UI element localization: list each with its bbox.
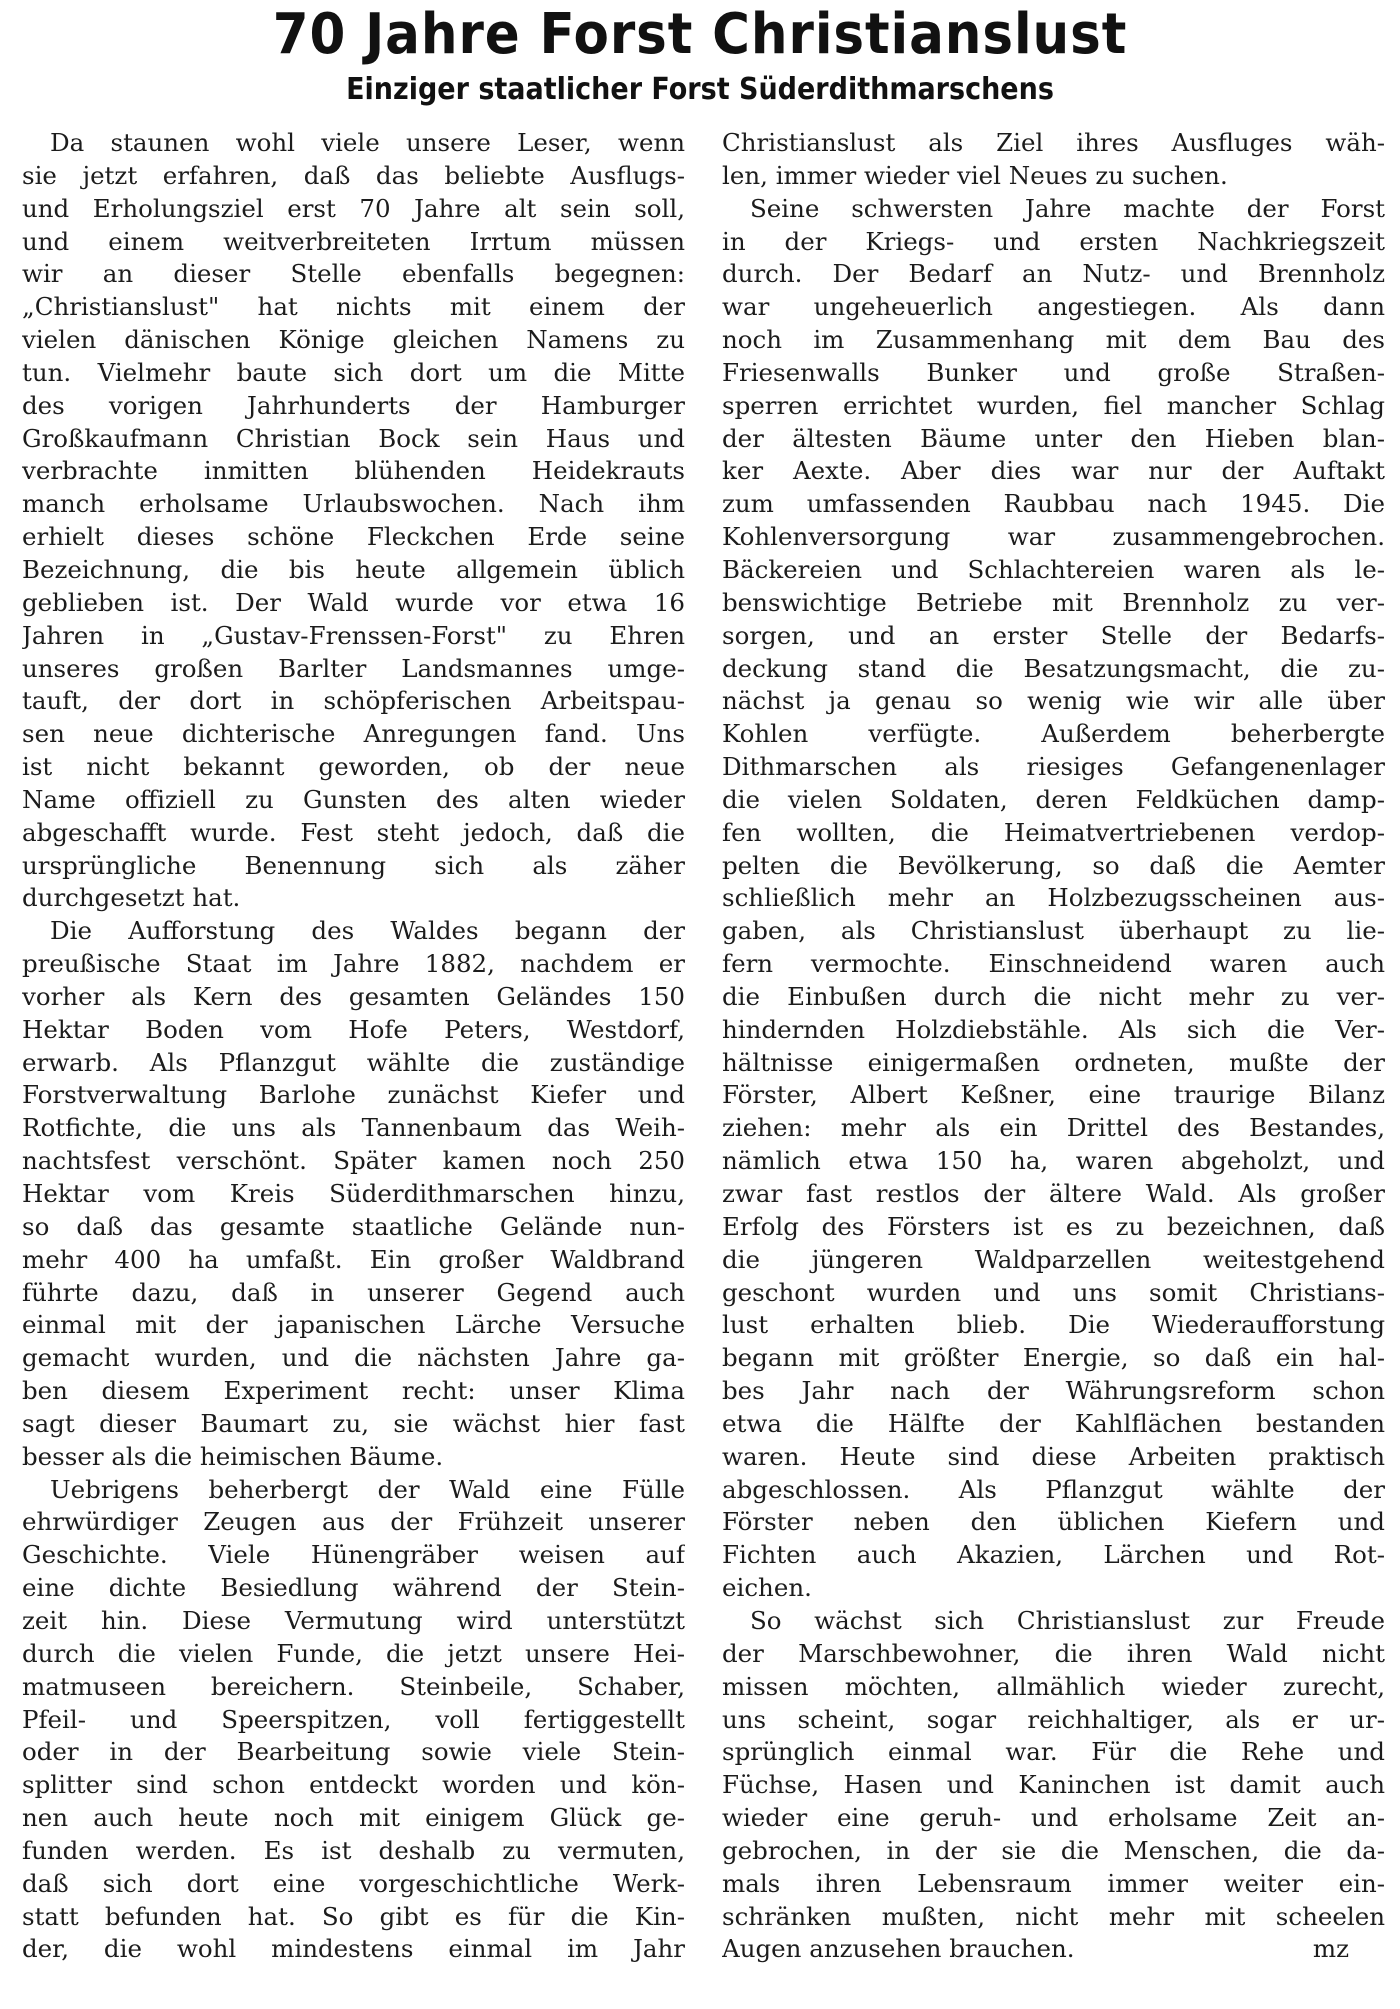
text-line: [22, 1933, 685, 1966]
text-line: [722, 1868, 1385, 1901]
text-line-content: Großkaufmann Christian Bock sein Haus und: [22, 423, 685, 453]
text-line-content: fen wollten, die Heimatvertriebenen verdop-: [722, 817, 1385, 847]
text-line: [722, 423, 1385, 456]
headline: 70 Jahre Forst Christianslust: [272, 2, 1128, 67]
text-line: [22, 554, 685, 587]
text-line: [722, 915, 1385, 948]
text-line-content: Erfolg des Försters ist es zu bezeichnen, daß: [722, 1211, 1385, 1241]
text-line-content: Hektar Boden vom Hofe Peters, Westdorf,: [22, 1014, 685, 1044]
text-line: [22, 1079, 685, 1112]
text-line-content: wieder eine geruh- und erholsame Zeit an-: [722, 1803, 1385, 1833]
text-line-content: Seine schwersten Jahre machte der Forst: [750, 193, 1385, 223]
text-line: [722, 488, 1385, 521]
text-line-content: des vorigen Jahrhunderts der Hamburger: [22, 390, 685, 420]
text-line-content: Förster, Albert Keßner, eine traurige Bilanz: [722, 1080, 1385, 1110]
text-line: [722, 1244, 1385, 1277]
text-line-content: verbrachte inmitten blühenden Heidekrauts: [22, 456, 685, 486]
text-line-content: begann mit größter Energie, so daß ein hal-: [722, 1343, 1385, 1373]
text-line-content: mals ihren Lebensraum immer weiter ein-: [722, 1868, 1385, 1898]
text-line-content: sagt dieser Baumart zu, sie wächst hier fast: [22, 1408, 685, 1438]
text-line: [722, 258, 1385, 291]
text-line-content: noch im Zusammenhang mit dem Bau des: [722, 325, 1385, 355]
text-line-content: eine dichte Besiedlung während der Stein-: [22, 1573, 685, 1603]
text-line-content: daß sich dort eine vorgeschichtliche Werk-: [22, 1868, 685, 1898]
text-line: [722, 620, 1385, 653]
text-line-content: sperren errichtet wurden, fiel mancher Schlag: [722, 390, 1385, 420]
text-line: [722, 1572, 1385, 1605]
text-line-content: durch die vielen Funde, die jetzt unsere Hei-: [22, 1638, 685, 1668]
text-line-content: der, die wohl mindestens einmal im Jahr: [22, 1934, 685, 1964]
text-line: [22, 981, 685, 1014]
text-line: [722, 1835, 1385, 1868]
text-line: [22, 291, 685, 324]
text-line-content: manch erholsame Urlaubswochen. Nach ihm: [22, 489, 685, 519]
text-line-content: hältnisse einigermaßen ordneten, mußte der: [722, 1047, 1385, 1077]
text-line-content: die Einbußen durch die nicht mehr zu ver-: [722, 981, 1385, 1011]
text-line: [22, 653, 685, 686]
text-line-content: So wächst sich Christianslust zur Freude: [750, 1605, 1385, 1635]
text-line-content: Name offiziell zu Gunsten des alten wieder: [22, 784, 685, 814]
text-line-content: nen auch heute noch mit einigem Glück ge-: [22, 1803, 685, 1833]
text-line: [22, 1342, 685, 1375]
text-line-content: geschont wurden und uns somit Christians-: [722, 1277, 1385, 1307]
text-line-content: benswichtige Betriebe mit Brennholz zu ver-: [722, 587, 1385, 617]
text-line: [722, 1211, 1385, 1244]
text-line-content: Bezeichnung, die bis heute allgemein üblich: [22, 554, 685, 584]
text-line-content: ursprüngliche Benennung sich als zäher: [22, 850, 685, 880]
text-line-content: hindernden Holzdiebstähle. Als sich die Ver-: [722, 1014, 1385, 1044]
text-line-content: ehrwürdiger Zeugen aus der Frühzeit unserer: [22, 1507, 685, 1537]
subheadline: Einziger staatlicher Forst Süderdithmarschens: [346, 72, 1054, 107]
text-line: [22, 817, 685, 850]
text-line: [722, 127, 1385, 160]
text-line: [22, 1835, 685, 1868]
text-line: [722, 160, 1385, 193]
text-line-content: fern vermochte. Einschneidend waren auch: [722, 949, 1385, 979]
text-line: [722, 1769, 1385, 1802]
text-line-content: Kohlen verfügte. Außerdem beherbergte: [722, 719, 1385, 749]
text-line-content: sie jetzt erfahren, daß das beliebte Ausflugs-: [22, 160, 685, 190]
text-line-content: len, immer wieder viel Neues zu suchen.: [722, 160, 1228, 190]
text-line: [722, 291, 1385, 324]
text-line: [22, 1375, 685, 1408]
text-line-content: mehr 400 ha umfaßt. Ein großer Waldbrand: [22, 1244, 685, 1274]
text-line: [22, 1671, 685, 1704]
text-line-content: bes Jahr nach der Währungsreform schon: [722, 1376, 1385, 1406]
text-line-content: Hektar vom Kreis Süderdithmarschen hinzu,: [22, 1179, 685, 1208]
text-line: [722, 1605, 1385, 1638]
text-line: [722, 1014, 1385, 1047]
text-line-content: Dithmarschen als riesiges Gefangenenlager: [722, 752, 1385, 782]
text-line-content: uns scheint, sogar reichhaltiger, als er ur-: [722, 1704, 1385, 1734]
text-line: [722, 784, 1385, 817]
text-line: [22, 521, 685, 554]
text-line-content: Geschichte. Viele Hünengräber weisen auf: [22, 1540, 685, 1570]
text-line-content: Uebrigens beherbergt der Wald eine Fülle: [50, 1474, 685, 1504]
text-line-content: Füchse, Hasen und Kaninchen ist damit auch: [722, 1770, 1385, 1800]
text-line-content: Pfeil- und Speerspitzen, voll fertiggestellt: [22, 1704, 685, 1734]
text-line-content: ben diesem Experiment recht: unser Klima: [22, 1376, 685, 1406]
text-line: [722, 1474, 1385, 1507]
text-line: [722, 1704, 1385, 1737]
text-line-content: oder in der Bearbeitung sowie viele Stein-: [22, 1737, 685, 1767]
text-line: [722, 1375, 1385, 1408]
text-line-content: die vielen Soldaten, deren Feldküchen damp-: [722, 784, 1385, 814]
text-line-content: wir an dieser Stelle ebenfalls begegnen:: [22, 259, 685, 289]
text-line: [22, 620, 685, 653]
text-line: [22, 850, 685, 883]
text-line-content: etwa die Hälfte der Kahlflächen bestanden: [722, 1408, 1385, 1438]
text-line: [722, 1277, 1385, 1310]
text-line: [22, 1802, 685, 1835]
text-line-content: ziehen: mehr als ein Drittel des Bestandes,: [722, 1113, 1385, 1143]
text-line-content: „Christianslust" hat nichts mit einem der: [22, 292, 685, 322]
text-line-content: eichen.: [722, 1573, 812, 1603]
text-line: [722, 455, 1385, 488]
text-line-content: zum umfassenden Raubbau nach 1945. Die: [722, 489, 1385, 519]
text-line-content: so daß das gesamte staatliche Gelände nun-: [22, 1211, 685, 1241]
text-line-content: durchgesetzt hat.: [22, 883, 241, 913]
text-line: [722, 1408, 1385, 1441]
text-line-content: durch. Der Bedarf an Nutz- und Brennholz: [722, 259, 1385, 289]
text-line: [722, 587, 1385, 620]
text-line: [22, 1145, 685, 1178]
text-line: [22, 1572, 685, 1605]
text-line: [22, 1638, 685, 1671]
text-line-content: unseres großen Barlter Landsmannes umge-: [22, 653, 685, 683]
text-line-content: vorher als Kern des gesamten Geländes 150: [22, 981, 685, 1011]
text-line-content: abgeschafft wurde. Fest steht jedoch, daß die: [22, 817, 685, 847]
text-line-content: abgeschlossen. Als Pflanzgut wählte der: [722, 1474, 1385, 1504]
text-line: [22, 488, 685, 521]
text-line-content: sorgen, und an erster Stelle der Bedarfs-: [722, 620, 1385, 650]
text-line: [22, 193, 685, 226]
text-line: [22, 160, 685, 193]
text-line: [722, 1736, 1385, 1769]
text-line-content: splitter sind schon entdeckt worden und kön-: [22, 1770, 685, 1800]
text-line: [22, 685, 685, 718]
text-line: [22, 1047, 685, 1080]
text-line-content: Forstverwaltung Barlohe zunächst Kiefer und: [22, 1080, 685, 1110]
closing-line: [722, 1933, 1385, 1966]
text-line: [22, 1112, 685, 1145]
author-signature: mz: [1312, 1934, 1349, 1964]
text-line: [722, 1638, 1385, 1671]
text-line: [22, 1244, 685, 1277]
text-line: [722, 1178, 1385, 1211]
text-line: [22, 948, 685, 981]
text-line: [22, 1014, 685, 1047]
text-line: [22, 1474, 685, 1507]
text-line-content: nächst ja genau so wenig wie wir alle über: [722, 686, 1385, 716]
text-line: [722, 1506, 1385, 1539]
text-line: [722, 1539, 1385, 1572]
text-line: [722, 1309, 1385, 1342]
text-line-content: Rotfichte, die uns als Tannenbaum das Weih-: [22, 1113, 685, 1143]
text-line: [722, 1901, 1385, 1934]
text-line-content: Bäckereien und Schlachtereien waren als le-: [722, 554, 1385, 584]
text-line: [722, 751, 1385, 784]
text-line: [22, 455, 685, 488]
text-line: [22, 1277, 685, 1310]
text-line: [722, 1047, 1385, 1080]
text-line: [722, 981, 1385, 1014]
text-line: [22, 423, 685, 456]
left-column: [22, 127, 685, 1966]
text-line-content: preußische Staat im Jahre 1882, nachdem er: [22, 949, 685, 979]
text-line-content: gebrochen, in der sie die Menschen, die da-: [722, 1835, 1385, 1865]
text-line-content: Jahren in „Gustav-Frenssen-Forst" zu Ehren: [22, 620, 685, 650]
text-line: [22, 784, 685, 817]
text-line-content: besser als die heimischen Bäume.: [22, 1441, 444, 1471]
closing-text: Augen anzusehen brauchen.: [722, 1934, 1075, 1964]
right-column: [722, 127, 1385, 1966]
text-line: [22, 1769, 685, 1802]
text-line: [722, 1671, 1385, 1704]
text-line: [722, 521, 1385, 554]
text-line-content: schränken mußten, nicht mehr mit scheelen: [722, 1901, 1385, 1931]
text-line-content: einmal mit der japanischen Lärche Versuche: [22, 1310, 685, 1340]
text-line-content: nämlich etwa 150 ha, waren abgeholzt, und: [722, 1146, 1385, 1176]
text-line: [722, 1145, 1385, 1178]
text-line-content: ist nicht bekannt geworden, ob der neue: [22, 752, 685, 782]
text-line-content: waren. Heute sind diese Arbeiten praktisch: [722, 1441, 1385, 1471]
text-line-content: statt befunden hat. So gibt es für die Kin-: [22, 1901, 685, 1931]
text-line: [722, 1342, 1385, 1375]
text-line: [22, 718, 685, 751]
text-line: [22, 1736, 685, 1769]
text-line: [722, 1802, 1385, 1835]
text-line-content: Da staunen wohl viele unsere Leser, wenn: [50, 128, 685, 157]
text-line-content: matmuseen bereichern. Steinbeile, Schaber,: [22, 1671, 685, 1701]
text-line-content: Die Aufforstung des Waldes begann der: [50, 916, 685, 946]
text-line: [22, 915, 685, 948]
text-line-content: sen neue dichterische Anregungen fand. Uns: [22, 719, 685, 749]
text-line: [722, 357, 1385, 390]
text-line: [22, 1211, 685, 1244]
text-line: [722, 554, 1385, 587]
text-line: [22, 258, 685, 291]
text-line: [22, 1441, 685, 1474]
text-line: [22, 127, 685, 160]
text-line-content: die jüngeren Waldparzellen weitestgehend: [722, 1244, 1385, 1274]
text-line-content: Kohlenversorgung war zusammengebrochen.: [722, 522, 1385, 552]
text-line-content: ker Aexte. Aber dies war nur der Auftakt: [722, 456, 1385, 486]
text-line: [722, 390, 1385, 423]
text-line-content: zwar fast restlos der ältere Wald. Als großer: [722, 1179, 1385, 1208]
text-line: [22, 1868, 685, 1901]
text-line-content: Fichten auch Akazien, Lärchen und Rot-: [722, 1540, 1385, 1570]
text-line: [22, 1704, 685, 1737]
text-line-content: funden werden. Es ist deshalb zu vermuten,: [22, 1835, 685, 1865]
text-line: [22, 587, 685, 620]
text-line-content: gaben, als Christianslust überhaupt zu lie-: [722, 916, 1385, 946]
text-line-content: erwarb. Als Pflanzgut wählte die zuständige: [22, 1047, 685, 1077]
text-line: [22, 1408, 685, 1441]
text-line: [722, 948, 1385, 981]
text-line: [722, 226, 1385, 259]
text-line: [22, 751, 685, 784]
text-line-content: in der Kriegs- und ersten Nachkriegszeit: [722, 226, 1385, 256]
text-line-content: Christianslust als Ziel ihres Ausfluges wäh-: [722, 128, 1385, 157]
text-line-content: missen möchten, allmählich wieder zurecht,: [722, 1671, 1385, 1701]
text-line-content: schließlich mehr an Holzbezugsscheinen aus-: [722, 883, 1385, 913]
text-line-content: lust erhalten blieb. Die Wiederaufforstung: [722, 1310, 1385, 1340]
text-line-content: pelten die Bevölkerung, so daß die Aemter: [722, 850, 1385, 880]
text-line-content: geblieben ist. Der Wald wurde vor etwa 16: [22, 587, 685, 617]
text-line-content: der Marschbewohner, die ihren Wald nicht: [722, 1638, 1385, 1668]
text-line: [22, 1605, 685, 1638]
text-line-content: zeit hin. Diese Vermutung wird unterstützt: [22, 1605, 685, 1635]
text-line: [22, 390, 685, 423]
text-line: [722, 882, 1385, 915]
text-line: [722, 653, 1385, 686]
text-line: [722, 1441, 1385, 1474]
text-line: [22, 1309, 685, 1342]
text-line: [22, 1539, 685, 1572]
text-line: [722, 817, 1385, 850]
text-line-content: erhielt dieses schöne Fleckchen Erde seine: [22, 522, 685, 552]
text-line: [722, 1112, 1385, 1145]
text-line-content: war ungeheuerlich angestiegen. Als dann: [722, 292, 1385, 322]
text-line-content: Friesenwalls Bunker und große Straßen-: [722, 357, 1385, 387]
text-line-content: nachtsfest verschönt. Später kamen noch 250: [22, 1146, 685, 1176]
text-line: [722, 324, 1385, 357]
text-line: [22, 882, 685, 915]
text-line-content: vielen dänischen Könige gleichen Namens zu: [22, 325, 685, 355]
text-line: [22, 357, 685, 390]
text-line: [22, 324, 685, 357]
text-line-content: der ältesten Bäume unter den Hieben blan-: [722, 423, 1385, 453]
text-line-content: tun. Vielmehr baute sich dort um die Mitte: [22, 357, 685, 387]
text-line-content: deckung stand die Besatzungsmacht, die zu-: [722, 653, 1385, 683]
text-line-content: Förster neben den üblichen Kiefern und: [722, 1507, 1385, 1537]
text-line: [722, 685, 1385, 718]
text-line-content: sprünglich einmal war. Für die Rehe und: [722, 1737, 1385, 1767]
text-line: [722, 718, 1385, 751]
text-line: [722, 1079, 1385, 1112]
text-line-content: und einem weitverbreiteten Irrtum müssen: [22, 226, 685, 256]
text-line: [22, 1901, 685, 1934]
text-line-content: gemacht wurden, und die nächsten Jahre ga-: [22, 1343, 685, 1373]
text-line-content: führte dazu, daß in unserer Gegend auch: [22, 1277, 685, 1307]
text-line: [722, 193, 1385, 226]
text-line-content: tauft, der dort in schöpferischen Arbeitspau-: [22, 686, 685, 716]
text-line: [722, 850, 1385, 883]
text-line: [22, 226, 685, 259]
text-line-content: und Erholungsziel erst 70 Jahre alt sein soll,: [22, 193, 685, 223]
text-line: [22, 1506, 685, 1539]
text-line: [22, 1178, 685, 1211]
